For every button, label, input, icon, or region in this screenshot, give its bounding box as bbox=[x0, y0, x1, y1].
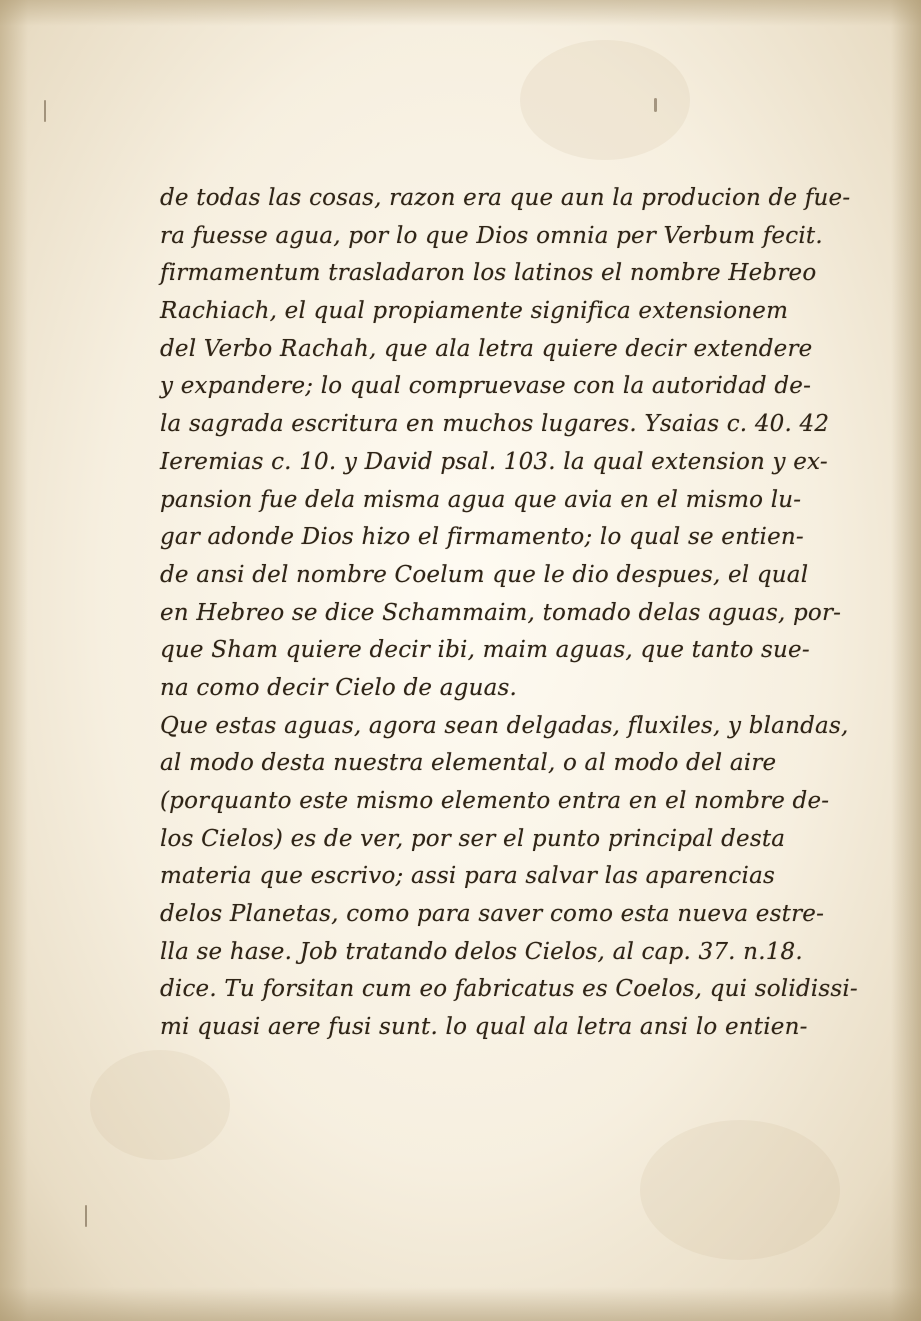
text-line: gar adonde Dios hizo el firmamento; lo qual se entien- bbox=[160, 524, 804, 551]
page-edge-left bbox=[0, 0, 28, 1321]
text-line: firmamentum trasladaron los latinos el nombre Hebreo bbox=[160, 260, 817, 287]
text-line: na como decir Cielo de aguas. bbox=[160, 674, 518, 701]
text-line: del Verbo Rachah, que ala letra quiere decir extendere bbox=[160, 335, 813, 362]
text-line: en Hebreo se dice Schammaim, tomado delas aguas, por- bbox=[160, 599, 842, 626]
text-line: pansion fue dela misma agua que avia en el mismo lu- bbox=[160, 486, 802, 513]
page-edge-top bbox=[0, 0, 921, 26]
text-line: (porquanto este mismo elemento entra en el nombre de- bbox=[160, 788, 830, 814]
ink-speck bbox=[654, 98, 657, 112]
text-line: que Sham quiere decir ibi, maim aguas, que tanto sue- bbox=[160, 637, 810, 664]
text-line: Rachiach, el qual propiamente significa extensionem bbox=[160, 298, 789, 325]
text-line: y expandere; lo qual compruevase con la autoridad de- bbox=[160, 373, 812, 400]
text-line: dice. Tu forsitan cum eo fabricatus es Coelos, qui solidissi- bbox=[160, 976, 858, 1003]
text-line: de todas las cosas, razon era que aun la producion de fue- bbox=[160, 185, 851, 211]
page-edge-bottom bbox=[0, 1287, 921, 1321]
text-line: mi quasi aere fusi sunt. lo qual ala letra ansi lo entien- bbox=[160, 1014, 808, 1041]
text-line: ra fuesse agua, por lo que Dios omnia per Verbum fecit. bbox=[160, 222, 823, 249]
manuscript-text bbox=[160, 180, 860, 1047]
text-line: delos Planetas, como para saver como esta nueva estre- bbox=[160, 901, 825, 928]
text-line: materia que escrivo; assi para salvar las aparencias bbox=[160, 863, 775, 890]
page-edge-right bbox=[891, 0, 921, 1321]
paper-stain bbox=[640, 1120, 840, 1260]
text-line: al modo desta nuestra elemental, o al modo del aire bbox=[160, 750, 777, 777]
text-line: de ansi del nombre Coelum que le dio despues, el qual bbox=[160, 561, 809, 588]
paper-stain bbox=[520, 40, 690, 160]
text-line: lla se hase. Job tratando delos Cielos, al cap. 37. n.18. bbox=[160, 938, 803, 965]
ink-speck bbox=[44, 100, 46, 122]
ink-speck bbox=[85, 1205, 87, 1227]
text-line: los Cielos) es de ver, por ser el punto principal desta bbox=[160, 825, 786, 852]
paper-stain bbox=[90, 1050, 230, 1160]
text-line: Que estas aguas, agora sean delgadas, fluxiles, y blandas, bbox=[160, 712, 849, 739]
text-line: Ieremias c. 10. y David psal. 103. la qual extension y ex- bbox=[160, 448, 828, 475]
text-line: la sagrada escritura en muchos lugares. Ysaias c. 40. 42 bbox=[160, 411, 830, 438]
